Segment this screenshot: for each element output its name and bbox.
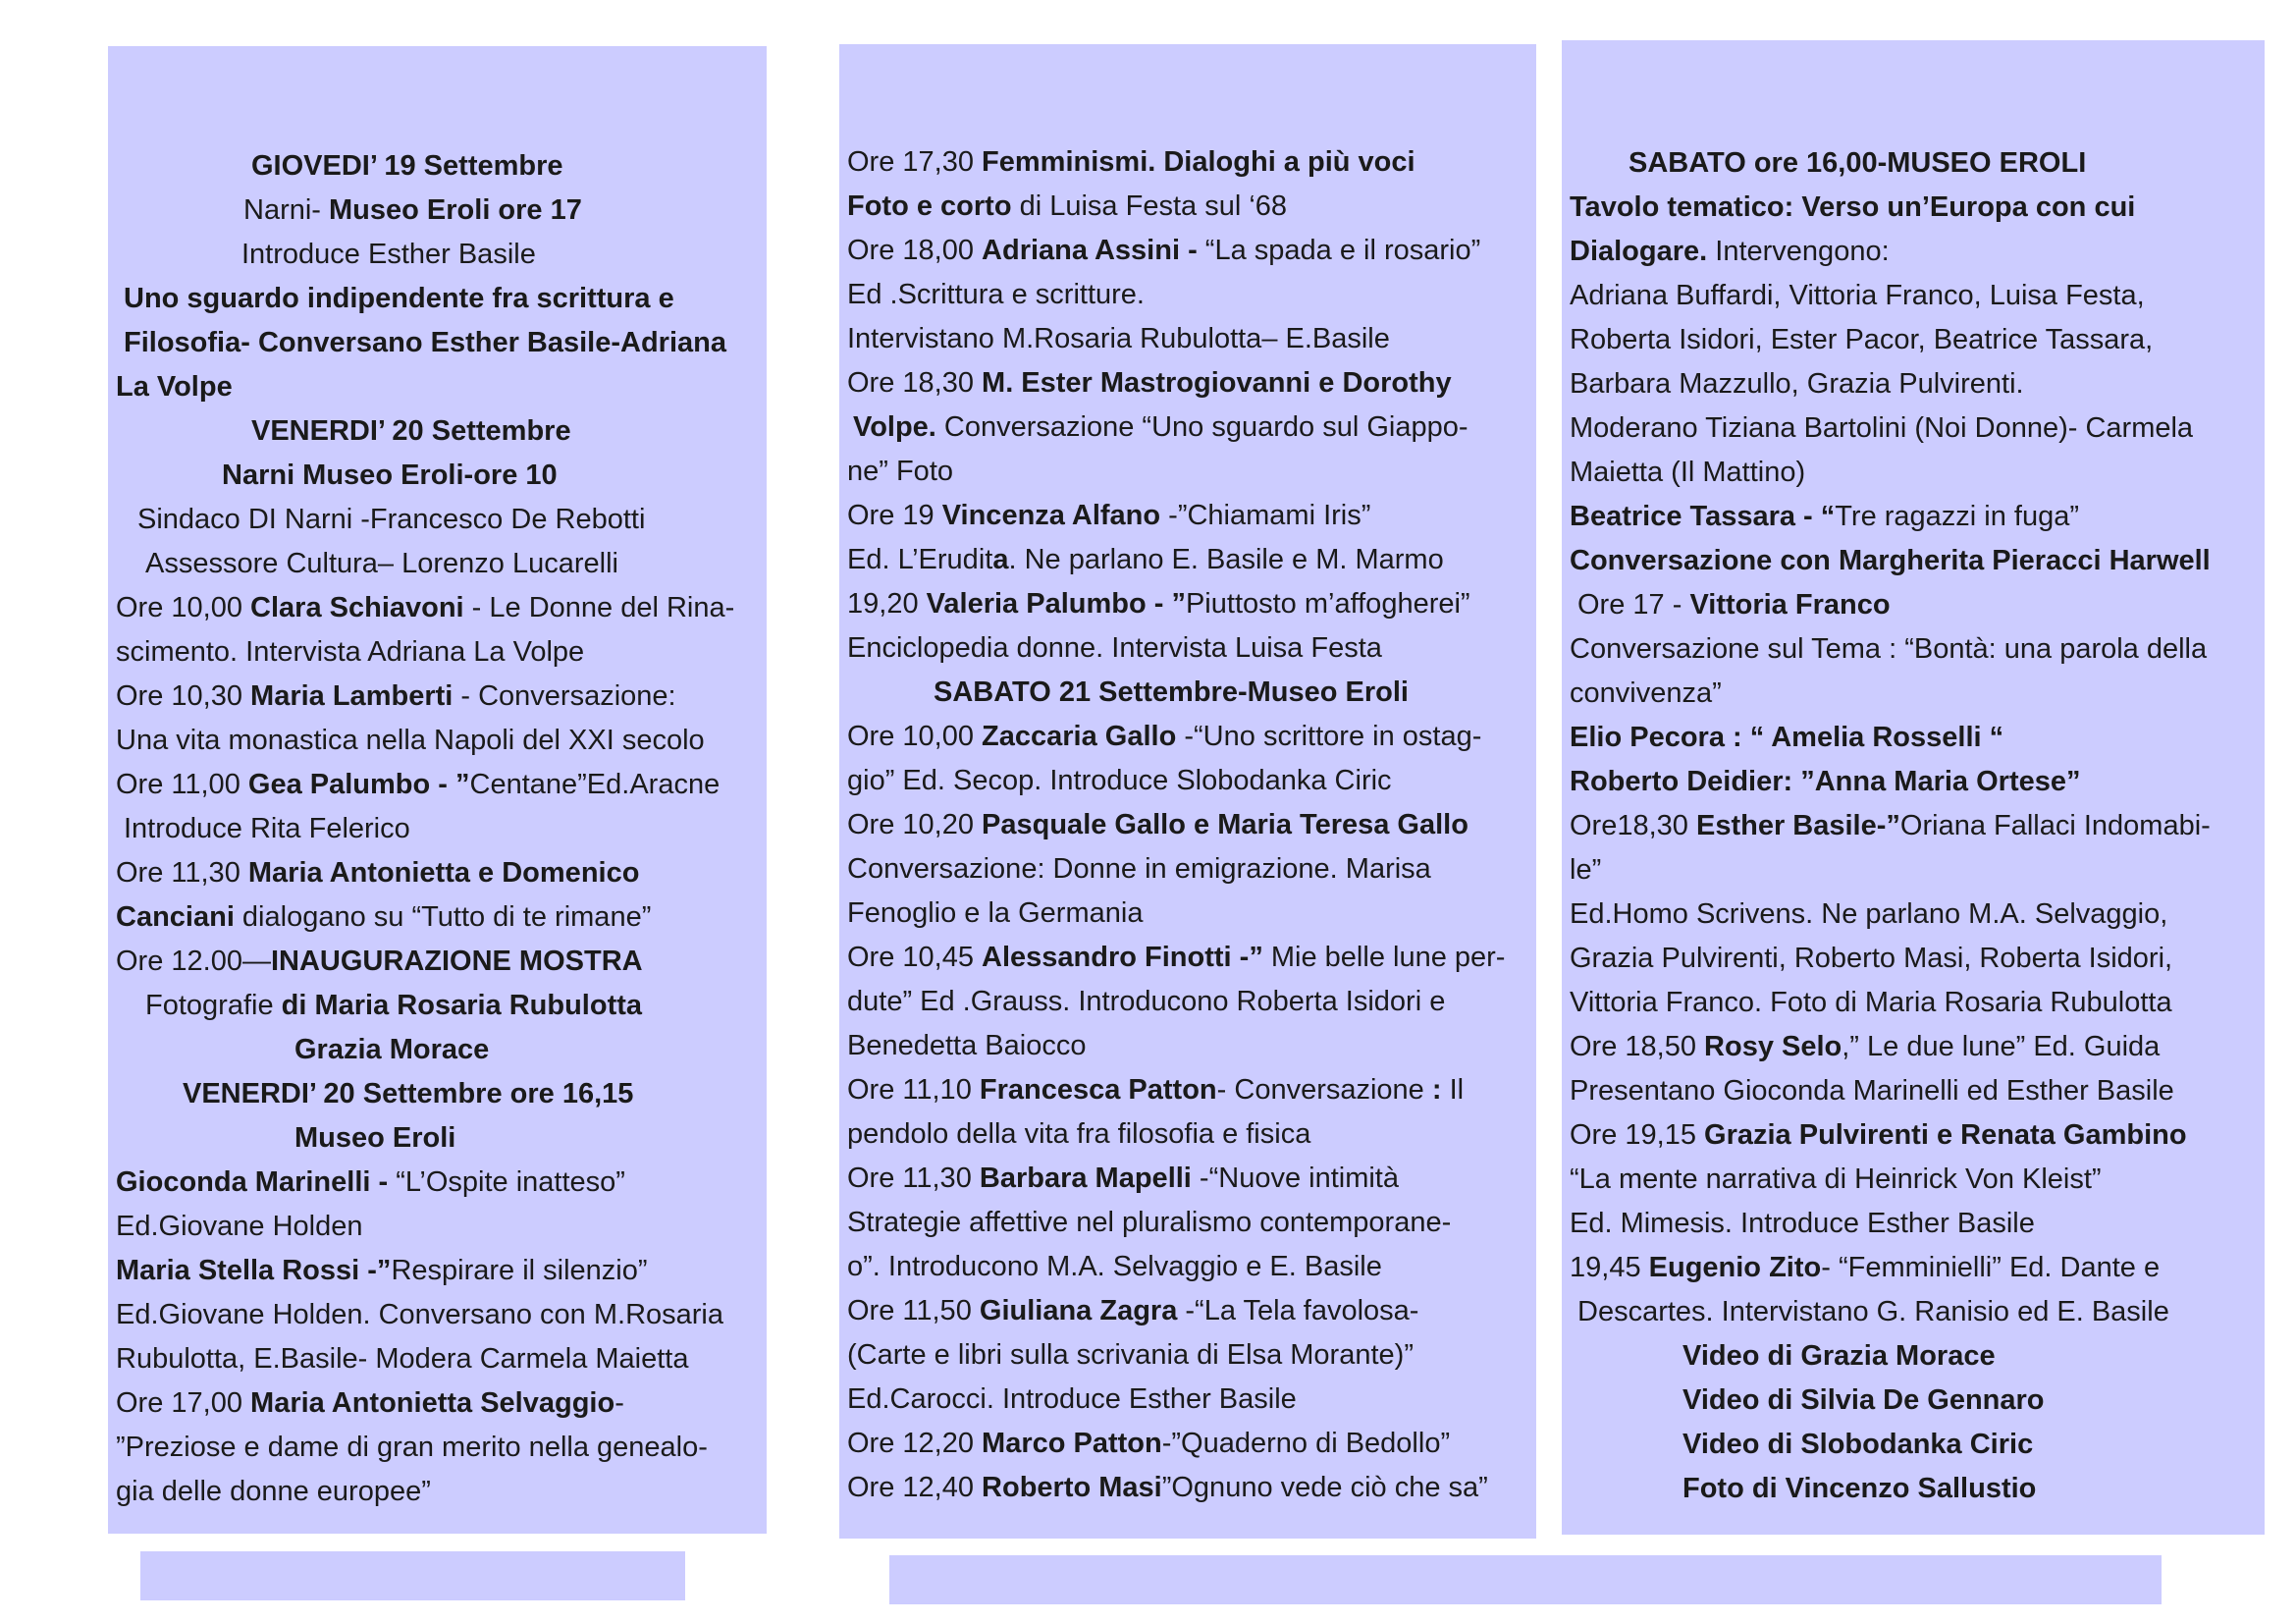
plain-text: Narni- bbox=[243, 194, 330, 226]
bold-text: Grazia Morace bbox=[294, 1034, 490, 1065]
bold-text: Roberto Masi bbox=[982, 1472, 1162, 1503]
program-line bbox=[839, 1201, 1536, 1245]
bold-text: Esther Basile-” bbox=[1695, 810, 1900, 841]
plain-text: - Conversazione bbox=[1216, 1074, 1432, 1106]
plain-text: Tre ragazzi in fuga” bbox=[1835, 501, 2080, 532]
bold-text: Pasquale Gallo e Maria Teresa Gallo bbox=[982, 809, 1468, 840]
plain-text: Fenoglio e la Germania bbox=[847, 897, 1144, 929]
plain-text: Vittoria Franco. Foto di Maria Rosaria Rubulotta bbox=[1570, 987, 2172, 1018]
program-line bbox=[1562, 627, 2265, 672]
program-line bbox=[839, 1466, 1536, 1510]
program-line bbox=[108, 1249, 767, 1293]
plain-text: Una vita monastica nella Napoli del XXI secolo bbox=[116, 725, 705, 756]
program-line bbox=[839, 582, 1536, 626]
program-line bbox=[1562, 1379, 2265, 1423]
plain-text: -“Nuove intimità bbox=[1191, 1163, 1399, 1194]
bold-text: Vincenza Alfano bbox=[941, 500, 1161, 531]
program-line bbox=[1562, 406, 2265, 451]
plain-text: - bbox=[614, 1387, 624, 1419]
bold-text: INAUGURAZIONE MOSTRA bbox=[270, 946, 643, 977]
bold-text: Maria Antonietta e Domenico bbox=[247, 857, 640, 889]
program-line bbox=[839, 450, 1536, 494]
bold-text: Elio Pecora : “ Amelia Rosselli “ bbox=[1570, 722, 2004, 753]
bold-text: Valeria Palumbo - ” bbox=[926, 588, 1186, 620]
bold-text: Eugenio Zito bbox=[1648, 1252, 1822, 1283]
program-line bbox=[108, 984, 767, 1028]
plain-text: Ore 17,30 bbox=[847, 146, 983, 178]
program-line bbox=[108, 586, 767, 630]
bold-text: Narni Museo Eroli-ore 10 bbox=[222, 460, 558, 491]
plain-text: Roberta Isidori, Ester Pacor, Beatrice Tassara, bbox=[1570, 324, 2154, 355]
bold-text: Femminismi. Dialoghi a più voci bbox=[982, 146, 1415, 178]
program-line bbox=[108, 542, 767, 586]
program-column-1 bbox=[108, 46, 767, 1534]
bold-text: Dialogare. bbox=[1570, 236, 1708, 267]
program-line bbox=[108, 277, 767, 321]
column-3-text bbox=[1562, 40, 2265, 1511]
plain-text: Ore 18,50 bbox=[1570, 1031, 1705, 1062]
program-line bbox=[108, 1293, 767, 1337]
bold-text: Grazia Pulvirenti e Renata Gambino bbox=[1704, 1119, 2187, 1151]
plain-text: (Carte e libri sulla scrivania di Elsa Morante)” bbox=[847, 1339, 1414, 1371]
plain-text: Conversazione “Uno sguardo sul Giappo- bbox=[935, 411, 1468, 443]
program-line bbox=[108, 144, 767, 189]
plain-text: Ed. Mimesis. Introduce Esther Basile bbox=[1570, 1208, 2035, 1239]
program-line bbox=[839, 1157, 1536, 1201]
plain-text: Moderano Tiziana Bartolini (Noi Donne)- Carmela bbox=[1570, 412, 2194, 444]
bold-text: Barbara Mapelli bbox=[979, 1163, 1192, 1194]
bold-text: GIOVEDI’ 19 Settembre bbox=[251, 150, 563, 182]
plain-text: “La mente narrativa di Heinrick Von Kleist” bbox=[1570, 1163, 2102, 1195]
program-line bbox=[839, 1422, 1536, 1466]
bold-text: Gioconda Marinelli - bbox=[116, 1166, 397, 1198]
program-line bbox=[108, 1028, 767, 1072]
bold-text: Video di Silvia De Gennaro bbox=[1682, 1384, 2045, 1416]
bold-text: Video di Grazia Morace bbox=[1682, 1340, 1996, 1372]
program-line bbox=[839, 1245, 1536, 1289]
program-line bbox=[839, 626, 1536, 671]
program-line bbox=[1562, 1025, 2265, 1069]
plain-text: Intervengono: bbox=[1707, 236, 1890, 267]
plain-text: scimento. Intervista Adriana La Volpe bbox=[116, 636, 585, 668]
program-line bbox=[108, 763, 767, 807]
plain-text: -”Chiamami Iris” bbox=[1160, 500, 1371, 531]
program-line bbox=[1562, 1290, 2265, 1334]
program-line bbox=[108, 1205, 767, 1249]
plain-text: ”Preziose e dame di gran merito nella genealo- bbox=[116, 1432, 708, 1463]
plain-text: Ore 17 - bbox=[1577, 589, 1690, 621]
plain-text: gio” Ed. Secop. Introduce Slobodanka Ciric bbox=[847, 765, 1392, 796]
footer-band-left bbox=[140, 1551, 685, 1600]
program-line bbox=[839, 1333, 1536, 1378]
bold-text: : bbox=[1431, 1074, 1442, 1106]
program-line bbox=[108, 454, 767, 498]
program-line bbox=[1562, 141, 2265, 186]
plain-text: 19,20 bbox=[847, 588, 927, 620]
program-line bbox=[1562, 495, 2265, 539]
program-line bbox=[108, 630, 767, 675]
column-1-text bbox=[108, 46, 767, 1514]
program-line bbox=[108, 409, 767, 454]
bold-text: Filosofia- Conversano Esther Basile-Adriana bbox=[124, 327, 726, 358]
plain-text: dialogano su “Tutto di te rimane” bbox=[234, 901, 652, 933]
plain-text: Ore 11,30 bbox=[116, 857, 248, 889]
plain-text: Ed.Giovane Holden bbox=[116, 1211, 363, 1242]
plain-text: Ed.Homo Scrivens. Ne parlano M.A. Selvaggio, bbox=[1570, 898, 2168, 930]
bold-text: SABATO ore 16,00-MUSEO EROLI bbox=[1629, 147, 2087, 179]
bold-text: Alessandro Finotti -” bbox=[982, 942, 1263, 973]
bold-text: Museo Eroli ore 17 bbox=[329, 194, 582, 226]
program-line bbox=[108, 1072, 767, 1116]
program-line bbox=[839, 1289, 1536, 1333]
bold-text: Foto di Vincenzo Sallustio bbox=[1682, 1473, 2037, 1504]
bold-text: Adriana Assini - bbox=[982, 235, 1205, 266]
program-line bbox=[1562, 230, 2265, 274]
bold-text: Roberto Deidier: ”Anna Maria Ortese” bbox=[1570, 766, 2081, 797]
plain-text: -”Quaderno di Bedollo” bbox=[1161, 1428, 1451, 1459]
plain-text: dute” Ed .Grauss. Introducono Roberta Isidori e bbox=[847, 986, 1446, 1017]
program-line bbox=[839, 1112, 1536, 1157]
program-line bbox=[1562, 672, 2265, 716]
plain-text: -“Uno scrittore in ostag- bbox=[1176, 721, 1482, 752]
bold-text: Beatrice Tassara - “ bbox=[1570, 501, 1836, 532]
program-line bbox=[839, 1378, 1536, 1422]
bold-text: La Volpe bbox=[116, 371, 233, 403]
bold-text: Conversazione con Margherita Pieracci Harwell bbox=[1570, 545, 2211, 576]
bold-text: Tavolo tematico: Verso un’Europa con cui bbox=[1570, 191, 2136, 223]
plain-text: Presentano Gioconda Marinelli ed Esther Basile bbox=[1570, 1075, 2174, 1107]
plain-text: Maietta (Il Mattino) bbox=[1570, 457, 1806, 488]
plain-text: ne” Foto bbox=[847, 456, 953, 487]
bold-text: Giuliana Zagra bbox=[979, 1295, 1178, 1326]
plain-text: Ore 11,50 bbox=[847, 1295, 980, 1326]
column-2-text bbox=[839, 44, 1536, 1510]
plain-text: -“La Tela favolosa- bbox=[1177, 1295, 1419, 1326]
plain-text: Ore 12.00— bbox=[116, 946, 271, 977]
bold-text: Rosy Selo bbox=[1704, 1031, 1842, 1062]
plain-text: Ore 12,40 bbox=[847, 1472, 983, 1503]
plain-text: Introduce Rita Felerico bbox=[124, 813, 410, 844]
plain-text: Barbara Mazzullo, Grazia Pulvirenti. bbox=[1570, 368, 2024, 400]
plain-text: . Ne parlano E. Basile e M. Marmo bbox=[1008, 544, 1444, 575]
program-line bbox=[839, 361, 1536, 406]
program-line bbox=[839, 229, 1536, 273]
bold-text: Museo Eroli bbox=[294, 1122, 456, 1154]
plain-text: ”Ognuno vede ciò che sa” bbox=[1161, 1472, 1488, 1503]
plain-text: gia delle donne europee” bbox=[116, 1476, 431, 1507]
plain-text: Assessore Cultura– Lorenzo Lucarelli bbox=[145, 548, 618, 579]
program-line bbox=[839, 847, 1536, 892]
plain-text: Ore 19 bbox=[847, 500, 942, 531]
program-line bbox=[1562, 981, 2265, 1025]
plain-text: - “Femminielli” Ed. Dante e bbox=[1821, 1252, 2161, 1283]
plain-text: Il bbox=[1441, 1074, 1465, 1106]
program-line bbox=[108, 940, 767, 984]
plain-text: Rubulotta, E.Basile- Modera Carmela Maietta bbox=[116, 1343, 689, 1375]
plain-text: Descartes. Intervistano G. Ranisio ed E. Basile bbox=[1577, 1296, 2169, 1327]
plain-text: Sindaco DI Narni -Francesco De Rebotti bbox=[137, 504, 646, 535]
plain-text: Fotografie bbox=[145, 990, 282, 1021]
bold-text: Canciani bbox=[116, 901, 235, 933]
program-line bbox=[1562, 1158, 2265, 1202]
program-line bbox=[1562, 186, 2265, 230]
program-line bbox=[1562, 583, 2265, 627]
plain-text: Adriana Buffardi, Vittoria Franco, Luisa Festa, bbox=[1570, 280, 2145, 311]
plain-text: “La spada e il rosario” bbox=[1204, 235, 1481, 266]
program-line bbox=[839, 936, 1536, 980]
program-line bbox=[839, 140, 1536, 185]
footer-band-right bbox=[889, 1555, 2162, 1604]
plain-text: Strategie affettive nel pluralismo contemporane- bbox=[847, 1207, 1452, 1238]
program-line bbox=[1562, 716, 2265, 760]
plain-text: Ore 11,10 bbox=[847, 1074, 980, 1106]
plain-text: Intervistano M.Rosaria Rubulotta– E.Basile bbox=[847, 323, 1390, 354]
bold-text: Video di Slobodanka Ciric bbox=[1682, 1429, 2034, 1460]
plain-text: Conversazione: Donne in emigrazione. Marisa bbox=[847, 853, 1431, 885]
program-line bbox=[839, 1024, 1536, 1068]
plain-text: Centane”Ed.Aracne bbox=[469, 769, 721, 800]
bold-text: Marco Patton bbox=[982, 1428, 1162, 1459]
bold-text: VENERDI’ 20 Settembre bbox=[251, 415, 571, 447]
plain-text: Benedetta Baiocco bbox=[847, 1030, 1087, 1061]
program-line bbox=[108, 895, 767, 940]
plain-text: Ore 10,00 bbox=[116, 592, 251, 623]
program-line bbox=[108, 321, 767, 365]
plain-text: - Conversazione: bbox=[453, 680, 676, 712]
program-line bbox=[1562, 1113, 2265, 1158]
plain-text: convivenza” bbox=[1570, 677, 1722, 709]
bold-text: Volpe. bbox=[853, 411, 936, 443]
bold-text: Francesca Patton bbox=[979, 1074, 1217, 1106]
plain-text: Ore 10,45 bbox=[847, 942, 983, 973]
plain-text: Ore 11,00 bbox=[116, 769, 248, 800]
plain-text: Ore 18,00 bbox=[847, 235, 983, 266]
program-line bbox=[1562, 318, 2265, 362]
program-line bbox=[839, 803, 1536, 847]
program-line bbox=[839, 715, 1536, 759]
plain-text: Ed.Giovane Holden. Conversano con M.Rosaria bbox=[116, 1299, 723, 1330]
program-line bbox=[1562, 804, 2265, 848]
program-line bbox=[839, 671, 1536, 715]
plain-text: Ed.Carocci. Introduce Esther Basile bbox=[847, 1383, 1297, 1415]
program-line bbox=[108, 675, 767, 719]
bold-text: Gea Palumbo - ” bbox=[247, 769, 470, 800]
program-column-3 bbox=[1562, 40, 2265, 1535]
program-line bbox=[1562, 1069, 2265, 1113]
program-line bbox=[108, 233, 767, 277]
program-line bbox=[1562, 893, 2265, 937]
plain-text: “L’Ospite inatteso” bbox=[396, 1166, 625, 1198]
program-line bbox=[1562, 362, 2265, 406]
program-line bbox=[839, 494, 1536, 538]
plain-text: ,” Le due lune” Ed. Guida bbox=[1842, 1031, 2161, 1062]
plain-text: Ed. L’Erudit bbox=[847, 544, 993, 575]
plain-text: Ore 10,00 bbox=[847, 721, 983, 752]
bold-text: di Maria Rosaria Rubulotta bbox=[281, 990, 643, 1021]
plain-text: pendolo della vita fra filosofia e fisica bbox=[847, 1118, 1311, 1150]
plain-text: Ore 10,30 bbox=[116, 680, 251, 712]
program-line bbox=[1562, 451, 2265, 495]
plain-text: Ore 12,20 bbox=[847, 1428, 983, 1459]
program-line bbox=[839, 538, 1536, 582]
bold-text: M. Ester Mastrogiovanni e Dorothy bbox=[982, 367, 1452, 399]
program-line bbox=[108, 1426, 767, 1470]
plain-text: le” bbox=[1570, 854, 1602, 886]
bold-text: SABATO 21 Settembre-Museo Eroli bbox=[934, 676, 1409, 708]
program-line bbox=[839, 185, 1536, 229]
program-line bbox=[1562, 1467, 2265, 1511]
plain-text: - Le Donne del Rina- bbox=[463, 592, 735, 623]
program-line bbox=[839, 980, 1536, 1024]
program-line bbox=[839, 406, 1536, 450]
plain-text: Ed .Scrittura e scritture. bbox=[847, 279, 1145, 310]
bold-text: VENERDI’ 20 Settembre ore 16,15 bbox=[183, 1078, 634, 1109]
bold-text: Uno sguardo indipendente fra scrittura e bbox=[124, 283, 674, 314]
program-line bbox=[108, 1337, 767, 1381]
plain-text: Ore 17,00 bbox=[116, 1387, 251, 1419]
program-line bbox=[108, 851, 767, 895]
program-line bbox=[839, 273, 1536, 317]
program-line bbox=[1562, 1334, 2265, 1379]
program-line bbox=[1562, 760, 2265, 804]
plain-text: Ore 19,15 bbox=[1570, 1119, 1705, 1151]
plain-text: Oriana Fallaci Indomabi- bbox=[1899, 810, 2211, 841]
bold-text: Maria Lamberti bbox=[250, 680, 454, 712]
plain-text: Respirare il silenzio” bbox=[391, 1255, 648, 1286]
program-line bbox=[108, 719, 767, 763]
program-line bbox=[108, 1116, 767, 1161]
program-line bbox=[839, 1068, 1536, 1112]
plain-text: 19,45 bbox=[1570, 1252, 1649, 1283]
program-column-2 bbox=[839, 44, 1536, 1539]
program-line bbox=[839, 759, 1536, 803]
bold-text: Clara Schiavoni bbox=[250, 592, 464, 623]
plain-text: Conversazione sul Tema : “Bontà: una parola della bbox=[1570, 633, 2208, 665]
bold-text: Foto e corto bbox=[847, 190, 1012, 222]
plain-text: di Luisa Festa sul ‘68 bbox=[1011, 190, 1288, 222]
plain-text: Grazia Pulvirenti, Roberto Masi, Roberta Isidori, bbox=[1570, 943, 2173, 974]
bold-text: Maria Antonietta Selvaggio bbox=[250, 1387, 615, 1419]
plain-text: Enciclopedia donne. Intervista Luisa Festa bbox=[847, 632, 1382, 664]
plain-text: Ore 10,20 bbox=[847, 809, 983, 840]
program-line bbox=[108, 498, 767, 542]
bold-text: Zaccaria Gallo bbox=[982, 721, 1177, 752]
program-line bbox=[108, 807, 767, 851]
program-line bbox=[108, 189, 767, 233]
bold-text: Vittoria Franco bbox=[1689, 589, 1891, 621]
program-line bbox=[108, 1470, 767, 1514]
program-line bbox=[1562, 848, 2265, 893]
plain-text: o”. Introducono M.A. Selvaggio e E. Basile bbox=[847, 1251, 1382, 1282]
program-line bbox=[108, 1161, 767, 1205]
bold-text: Maria Stella Rossi -” bbox=[116, 1255, 392, 1286]
program-line bbox=[1562, 1423, 2265, 1467]
program-line bbox=[108, 365, 767, 409]
program-line bbox=[1562, 274, 2265, 318]
plain-text: Introduce Esther Basile bbox=[241, 239, 536, 270]
plain-text: Ore 11,30 bbox=[847, 1163, 980, 1194]
program-line bbox=[1562, 937, 2265, 981]
plain-text: Ore 18,30 bbox=[847, 367, 983, 399]
program-line bbox=[108, 1381, 767, 1426]
program-line bbox=[1562, 539, 2265, 583]
program-line bbox=[1562, 1246, 2265, 1290]
plain-text: Mie belle lune per- bbox=[1262, 942, 1506, 973]
program-line bbox=[839, 892, 1536, 936]
plain-text: Ore18,30 bbox=[1570, 810, 1696, 841]
plain-text: Piuttosto m’affogherei” bbox=[1185, 588, 1470, 620]
program-line bbox=[1562, 1202, 2265, 1246]
program-line bbox=[839, 317, 1536, 361]
bold-text: a bbox=[992, 544, 1009, 575]
